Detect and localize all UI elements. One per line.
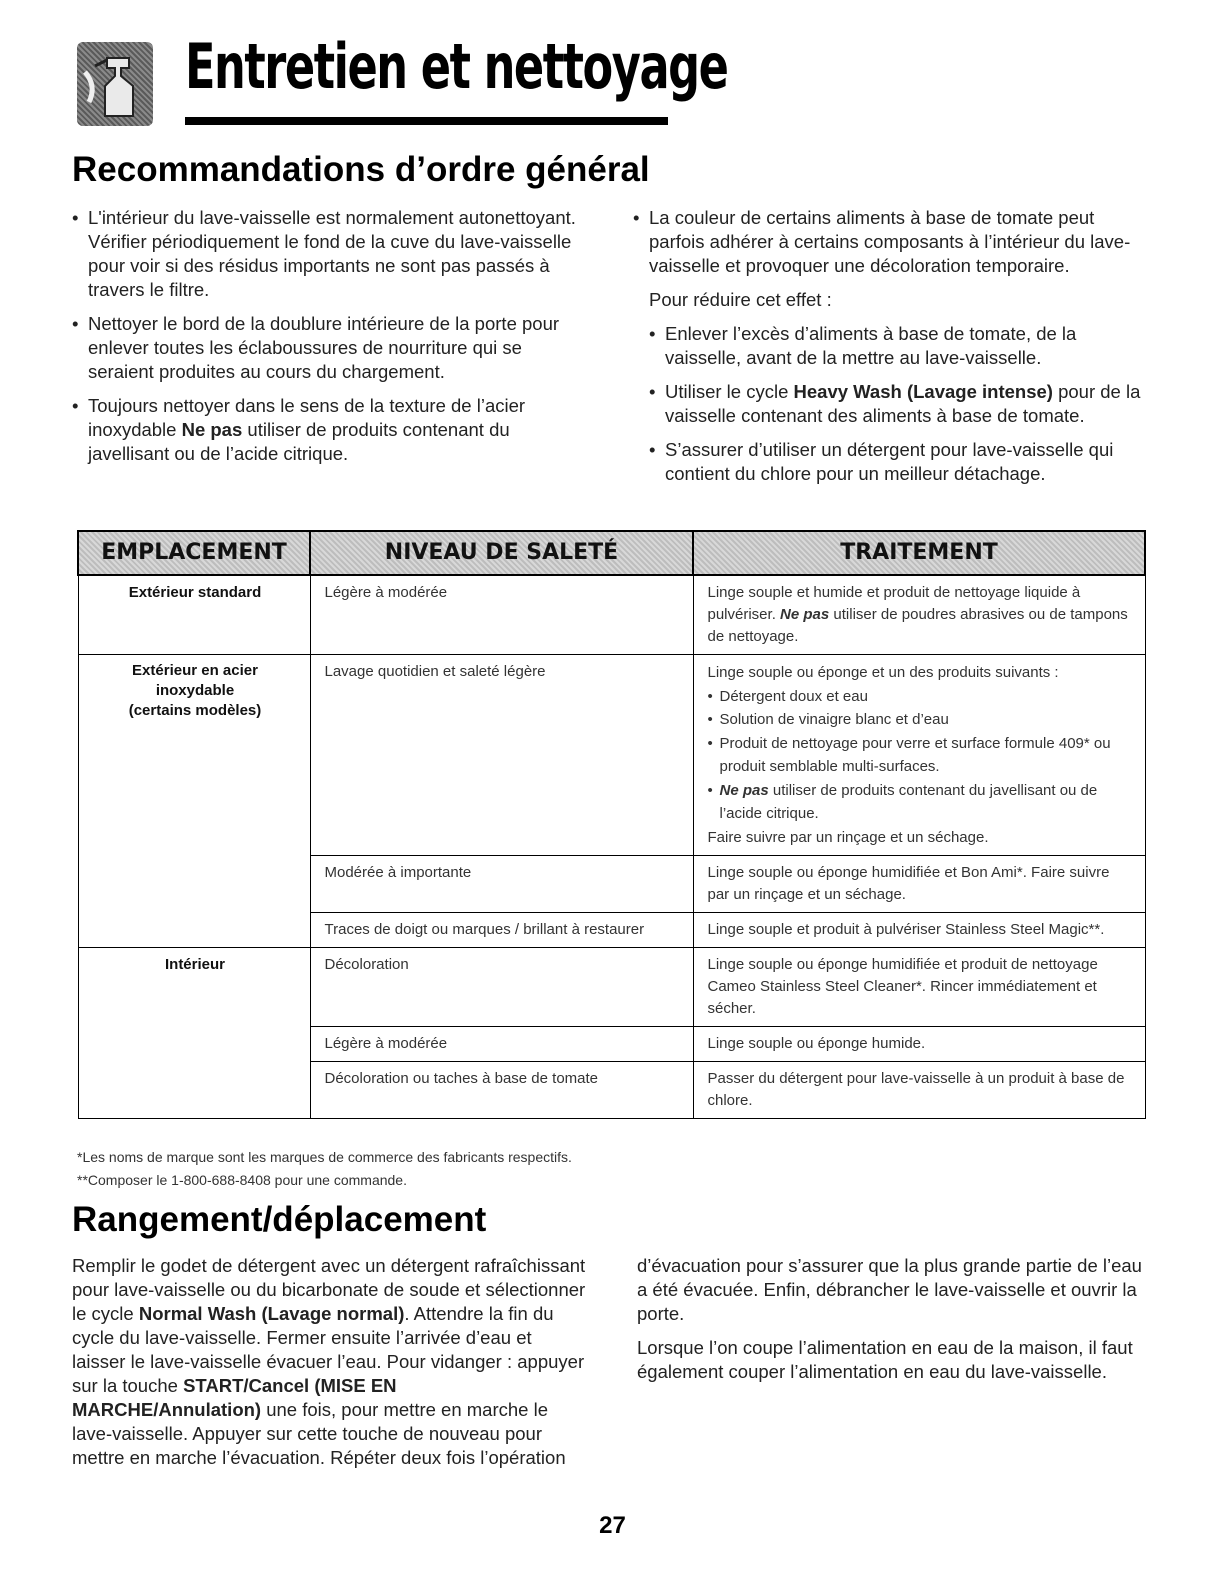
list-item: • Utiliser le cycle Heavy Wash (Lavage intense) pour de la vaisselle contenant des aliments à base de tomate. <box>649 380 1153 428</box>
treatment-intro: Linge souple ou éponge et un des produits suivants : <box>707 664 1059 681</box>
treatment-cell: Linge souple et humide et produit de nettoyage liquide à pulvériser. Ne pas utiliser de poudres abrasives ou de tampons de nettoyage. <box>693 575 1145 655</box>
table-header-row <box>78 531 1145 575</box>
storage-paragraph: Remplir le godet de détergent avec un détergent rafraîchissant pour lave-vaisselle ou du bicarbonate de soude et sélectionner le cycle Normal Wash (Lavage normal). Attendre la fin du cycle du lave-vaisselle. Fermer ensuite l’arrivée d’eau et laisser le lave-vaisselle évacuer l’eau. Pour vidanger : appuyer sur la touche START/Cancel (MISE EN MARCHE/Annulation) une fois, pour mettre en marche le lave-vaisselle. Appuyer sur cette touche de nouveau pour mettre en marche l’évacuation. Répéter deux fois l’opération d’évacuation pour s’assurer que la plus grande partie de l’eau a été évacuée. Enfin, débrancher le lave-vaisselle et ouvrir la porte. <box>72 1255 1142 1468</box>
location-line: (certains modèles) <box>128 702 262 719</box>
general-right-column <box>633 206 1153 496</box>
page-number: 27 <box>599 1512 626 1539</box>
footnotes <box>77 1146 572 1192</box>
table-row <box>78 655 1145 856</box>
list-item: • Détergent doux et eau <box>708 685 1133 709</box>
location-line: inoxydable <box>155 682 235 699</box>
location-cell: Extérieur standard <box>78 575 310 655</box>
list-item: • Enlever l’excès d’aliments à base de tomate, de la vaisselle, avant de la mettre au lave-vaisselle. <box>649 322 1153 370</box>
table-row <box>78 948 1145 1027</box>
spray-cleaner-icon <box>77 42 153 126</box>
table-row <box>78 575 1145 655</box>
footnote: **Composer le 1-800-688-8408 pour une commande. <box>77 1172 407 1188</box>
soil-level-cell: Décoloration <box>310 948 693 1027</box>
soil-level-cell: Traces de doigt ou marques / brillant à restaurer <box>310 913 693 948</box>
treatment-cell: Linge souple et produit à pulvériser Stainless Steel Magic**. <box>693 913 1145 948</box>
care-table <box>77 530 1146 1119</box>
treatment-cell: Linge souple ou éponge humidifiée et Bon Ami*. Faire suivre par un rinçage et un séchage. <box>693 856 1145 913</box>
footnote: *Les noms de marque sont les marques de commerce des fabricants respectifs. <box>77 1149 572 1165</box>
list-item: • Produit de nettoyage pour verre et surface formule 409* ou produit semblable multi-surfaces. <box>708 732 1133 779</box>
treatment-end: Faire suivre par un rinçage et un séchage. <box>707 828 989 846</box>
list-item: • Solution de vinaigre blanc et d’eau <box>708 708 1133 732</box>
soil-level-cell: Légère à modérée <box>310 1027 693 1062</box>
list-item: • Ne pas utiliser de produits contenant du javellisant ou de l’acide citrique. <box>708 779 1133 826</box>
list-item: • L'intérieur du lave-vaisselle est normalement autonettoyant. Vérifier périodiquement le fond de la cuve du lave-vaisselle pour voir si des résidus importants ne sont pas passés à travers le filtre. <box>72 206 592 302</box>
column-header-location: EMPLACEMENT <box>78 531 310 575</box>
list-item: • S’assurer d’utiliser un détergent pour lave-vaisselle qui contient du chlore pour un meilleur détachage. <box>649 438 1153 486</box>
treatment-cell: Linge souple ou éponge humidifiée et produit de nettoyage Cameo Stainless Steel Cleaner*. Rincer immédiatement et sécher. <box>693 948 1145 1027</box>
location-line: Extérieur en acier <box>132 662 258 679</box>
general-left-column <box>72 206 592 476</box>
storage-text <box>72 1254 1152 1474</box>
list-item: • Toujours nettoyer dans le sens de la texture de l’acier inoxydable Ne pas utiliser de produits contenant du javellisant ou de l’acide citrique. <box>72 394 592 466</box>
section-heading-storage: Rangement/déplacement <box>72 1200 487 1239</box>
soil-level-cell: Lavage quotidien et saleté légère <box>310 655 693 856</box>
soil-level-cell: Modérée à importante <box>310 856 693 913</box>
column-header-treatment: TRAITEMENT <box>693 531 1145 575</box>
soil-level-cell: Légère à modérée <box>310 575 693 655</box>
page-title: Entretien et nettoyage <box>185 30 728 103</box>
section-heading-general: Recommandations d’ordre général <box>72 150 650 189</box>
title-underline <box>185 117 668 125</box>
treatment-cell: Linge souple ou éponge humide. <box>693 1027 1145 1062</box>
treatment-cell: Passer du détergent pour lave-vaisselle à un produit à base de chlore. <box>693 1062 1145 1119</box>
location-cell: Intérieur <box>78 948 310 1119</box>
column-header-soil-level: NIVEAU DE SALETÉ <box>310 531 693 575</box>
reduce-intro: Pour réduire cet effet : <box>649 289 832 310</box>
storage-paragraph: Lorsque l’on coupe l’alimentation en eau de la maison, il faut également couper l’alimentation en eau du lave-vaisselle. <box>637 1337 1133 1382</box>
list-item: • La couleur de certains aliments à base de tomate peut parfois adhérer à certains composants à l’intérieur du lave-vaisselle et provoquer une décoloration temporaire. <box>633 206 1153 278</box>
list-item: • Nettoyer le bord de la doublure intérieure de la porte pour enlever toutes les éclaboussures de nourriture qui se seraient produites au cours du chargement. <box>72 312 592 384</box>
treatment-cell <box>693 655 1145 856</box>
location-cell <box>78 655 310 948</box>
soil-level-cell: Décoloration ou taches à base de tomate <box>310 1062 693 1119</box>
